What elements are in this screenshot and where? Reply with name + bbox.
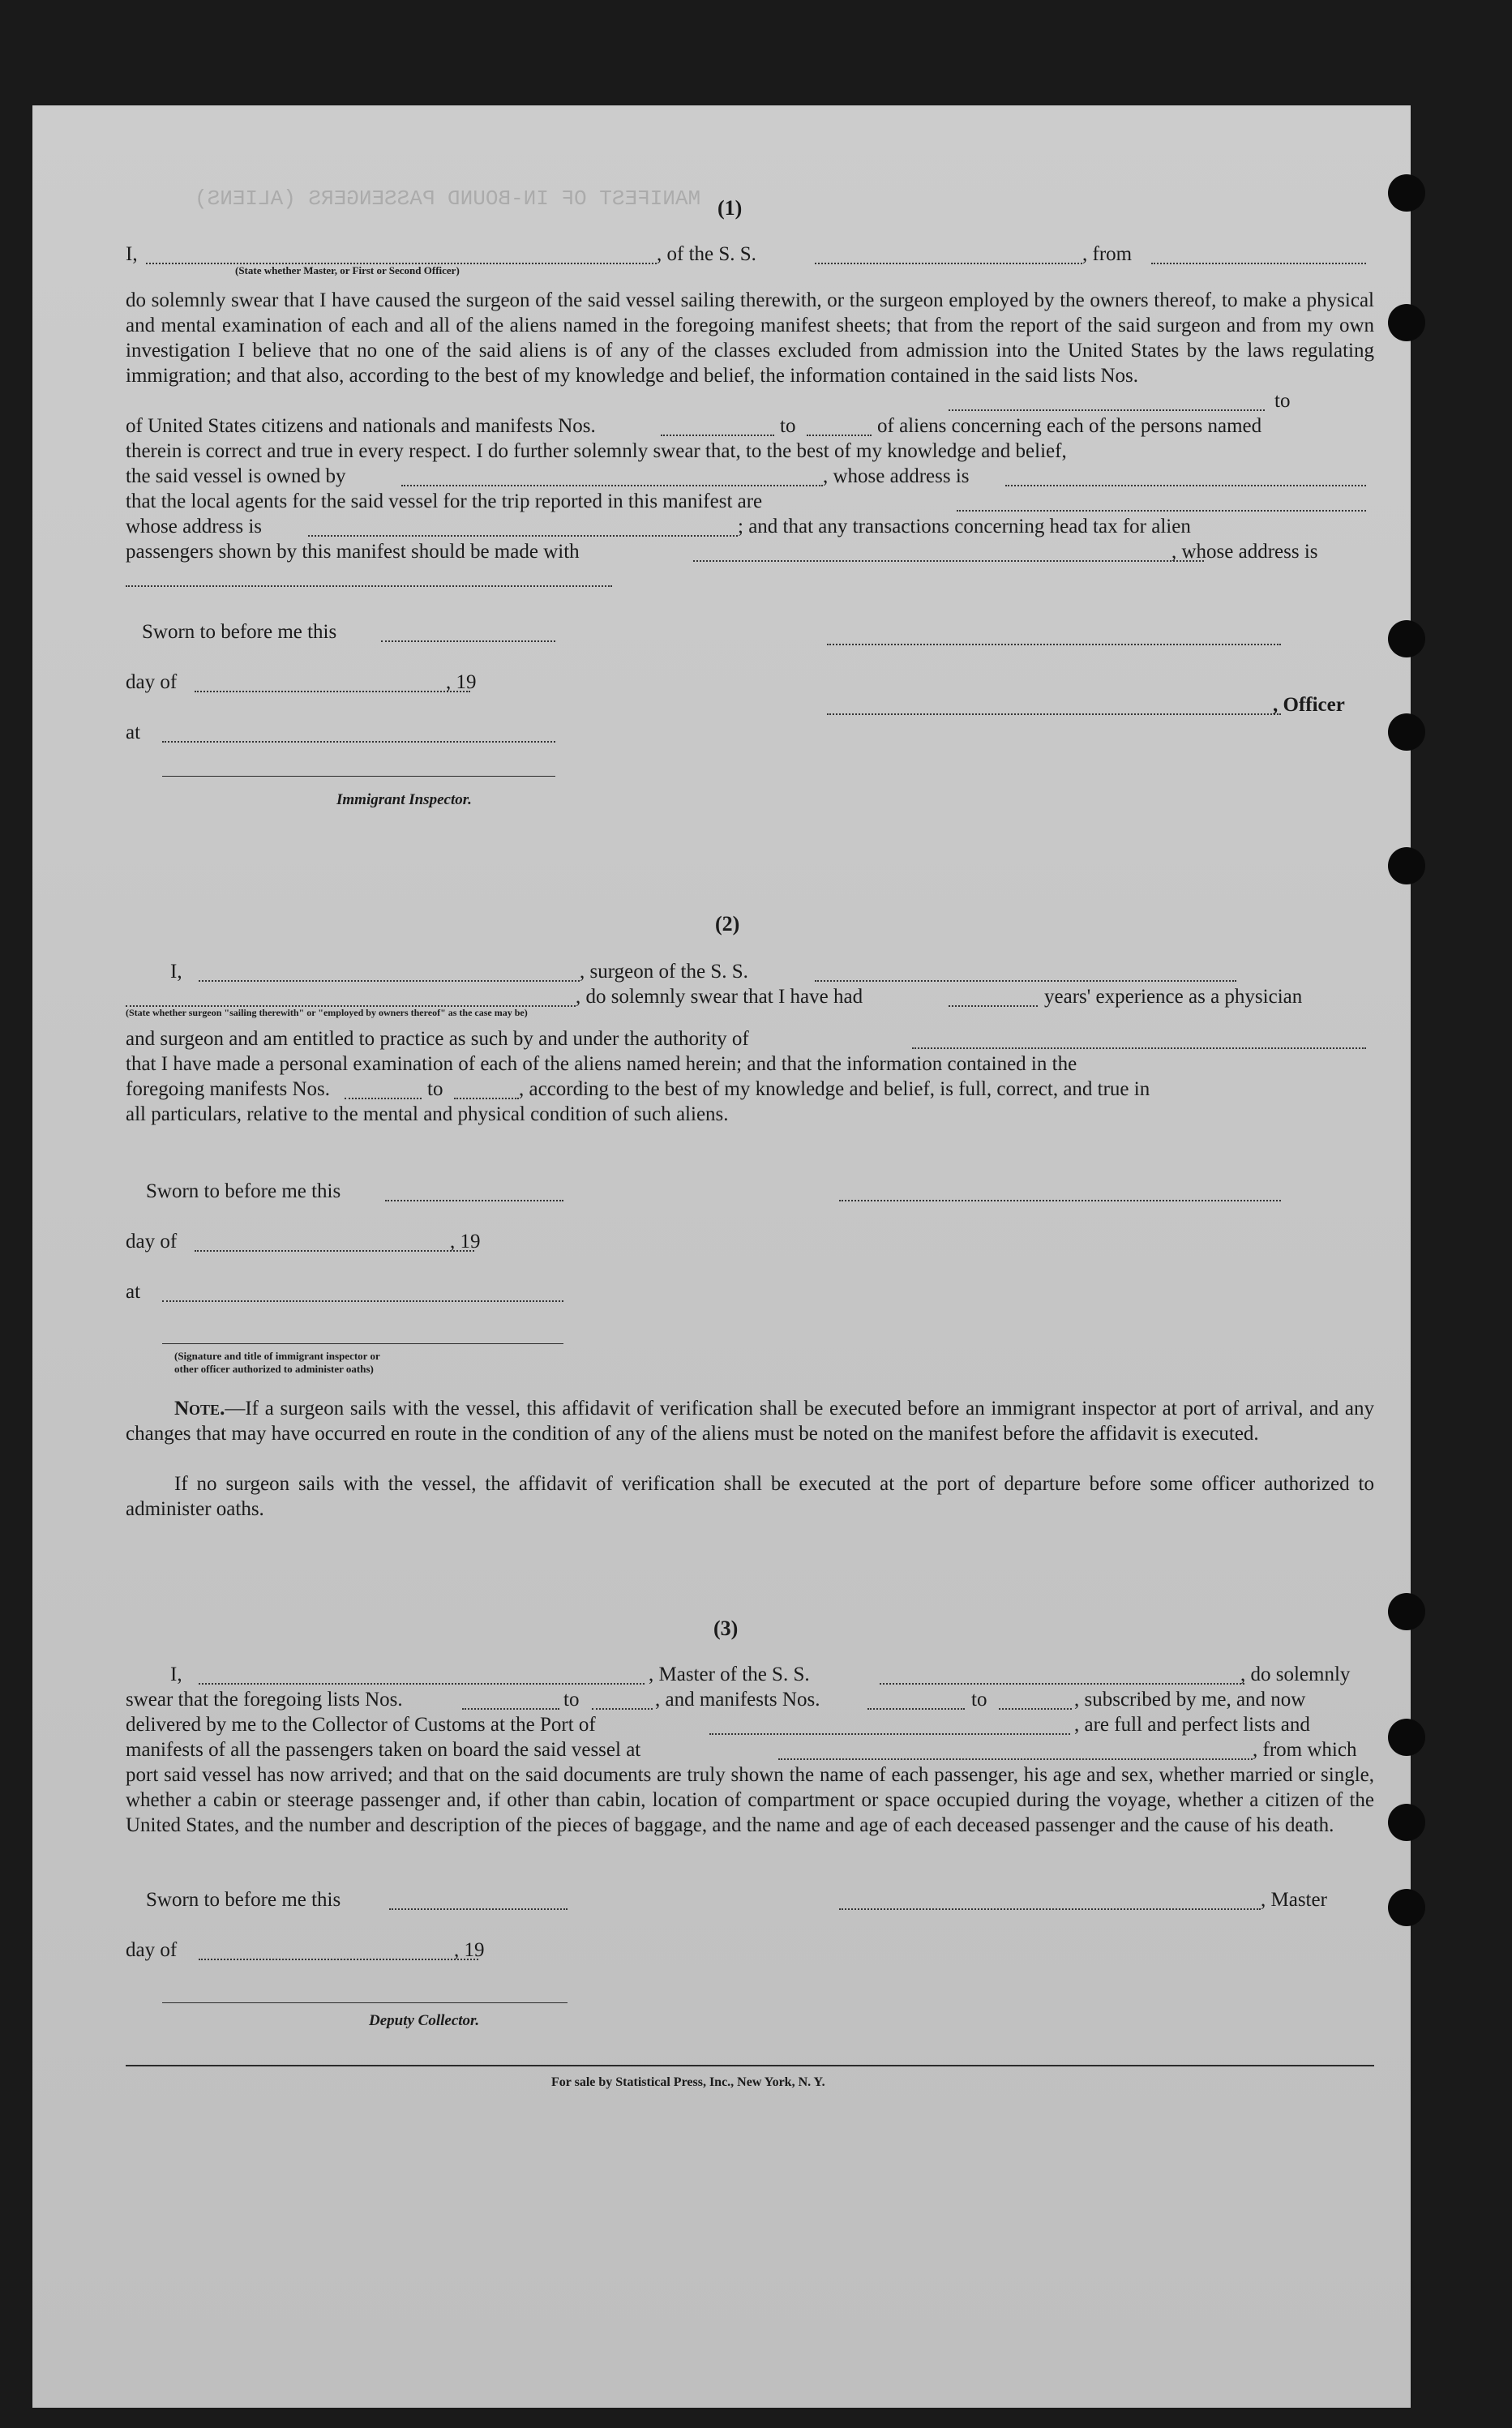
s2-surgeon-sign-blank (839, 1200, 1281, 1201)
s1-owned-by: the said vessel is owned by (126, 465, 346, 487)
s2-surgeon-of: , surgeon of the S. S. (580, 961, 748, 983)
s2-ship-blank (815, 980, 1236, 982)
s1-of-ss: , of the S. S. (657, 243, 756, 265)
s1-correct-line: therein is correct and true in every respect. I do further solemnly swear that, to the best of my knowledge and belief, (126, 440, 1067, 462)
manifest-sheet (32, 105, 1411, 2408)
s2-authority-blank (912, 1047, 1366, 1049)
s2-note (126, 1396, 1374, 1446)
s1-inspector-label: Immigrant Inspector. (336, 791, 472, 808)
s1-sworn-blank (381, 640, 555, 642)
s2-i: I, (170, 961, 182, 983)
s1-head-tax: ; and that any transactions concerning head tax for alien (738, 516, 1191, 537)
s1-to-2: to (1274, 390, 1291, 412)
s1-at-blank (162, 741, 555, 743)
s3-subscribed: , subscribed by me, and now (1074, 1689, 1306, 1711)
punch-hole (1388, 1593, 1425, 1630)
punch-hole (1388, 847, 1425, 884)
s1-officer-label: , Officer (1273, 694, 1345, 716)
s3-sworn: Sworn to before me this (146, 1889, 341, 1911)
s1-passengers: passengers shown by this manifest should be made with (126, 541, 580, 563)
s1-passengers-blank (693, 560, 1204, 562)
s2-years-blank (949, 1005, 1038, 1007)
s2-note-label: Note. (174, 1398, 225, 1420)
s2-particulars: all particulars, relative to the mental and physical condition of such aliens. (126, 1103, 729, 1125)
s1-citizens-line: of United States citizens and nationals and manifests Nos. (126, 415, 596, 437)
s2-signature-line (162, 1343, 563, 1344)
s1-day-of: day of (126, 671, 178, 693)
s1-whose-address: , whose address is (823, 465, 970, 487)
s1-address-blank (1005, 485, 1366, 486)
s3-port-blank (709, 1733, 1070, 1735)
s1-to-1: to (780, 415, 796, 437)
s1-address-2-blank (308, 535, 738, 537)
s1-officer-blank (827, 713, 1281, 715)
bleed-through-header: MANIFEST OF IN-BOUND PASSENGERS (ALIENS) (195, 186, 701, 211)
s2-entitled: and surgeon and am entitled to practice as such by and under the authority of (126, 1028, 749, 1050)
footer-rule (126, 2065, 1374, 2066)
s1-whose-address-3: , whose address is (1171, 541, 1318, 563)
s2-sworn-blank (385, 1200, 563, 1201)
s1-citizens-blank (661, 435, 774, 436)
punch-hole (1388, 1719, 1425, 1756)
punch-hole (1388, 174, 1425, 212)
s3-i: I, (170, 1664, 182, 1685)
section-3-number: (3) (713, 1617, 739, 1640)
s3-master-label: , Master (1261, 1889, 1327, 1911)
punch-hole (1388, 620, 1425, 657)
s3-collector-label: Deputy Collector. (369, 2012, 480, 2029)
s1-whose-address-2: whose address is (126, 516, 263, 537)
s2-sig-note-1: (Signature and title of immigrant inspector or (174, 1350, 380, 1362)
s1-paragraph: do solemnly swear that I have caused the surgeon of the said vessel sailing therewith, or the surgeon employed by the owners thereof, to make a physical and mental examination of each and all of the aliens named in the foregoing manifest sheets; that from the report of the said surgeon and from my own investigation I believe that no one of the said aliens is of any of the classes excluded from admission into the United States by the laws regulating immigration; and that also, according to the best of my knowledge and belief, the information contained in the said lists Nos. (126, 289, 1374, 387)
s3-nineteen: , 19 (454, 1939, 485, 1961)
s2-according: , according to the best of my knowledge and belief, is full, correct, and true in (519, 1078, 1150, 1100)
s1-aliens-line: of aliens concerning each of the persons named (877, 415, 1262, 437)
s3-to-1: to (563, 1689, 580, 1711)
s1-ship-blank (815, 263, 1082, 264)
s2-to-blank (454, 1098, 519, 1099)
footer-printer: For sale by Statistical Press, Inc., New York, N. Y. (551, 2075, 825, 2089)
s2-note-text: —If a surgeon sails with the vessel, this affidavit of verification shall be executed before an immigrant inspector at port of arrival, and any changes that may have occurred en route in the condition of any of the aliens must be noted on the manifest before the affidavit is executed. (126, 1398, 1374, 1445)
s3-full-perfect: , are full and perfect lists and (1074, 1714, 1310, 1736)
s1-from-blank (1151, 263, 1366, 264)
s2-surgeon-note: (State whether surgeon "sailing therewith" or "employed by owners thereof" as the case may be) (126, 1007, 528, 1018)
s3-manifests-of: manifests of all the passengers taken on board the said vessel at (126, 1739, 641, 1761)
s3-master-blank (839, 1908, 1261, 1910)
s1-at: at (126, 722, 141, 743)
s1-inspector-line (162, 776, 555, 777)
s1-nineteen: , 19 (446, 671, 477, 693)
s3-manifests-blank (867, 1708, 965, 1710)
s2-sworn: Sworn to before me this (146, 1180, 341, 1202)
s3-collector-line (162, 2002, 568, 2003)
s2-day-blank (195, 1250, 474, 1252)
s1-i: I, (126, 243, 138, 265)
punch-hole (1388, 1804, 1425, 1841)
s1-address-3-blank (126, 585, 612, 587)
s3-do-solemnly: , do solemnly (1240, 1664, 1351, 1685)
s3-day-blank (199, 1959, 478, 1960)
s3-paragraph: port said vessel has now arrived; and that on the said documents are truly shown the name of each passenger, his age and sex, whether married or single, whether a cabin or steerage passenger and, if other than cabin, location of compartment or space occupied during the voyage, whether a citizen of the United States, and the number and description of the pieces of baggage, and the name and age of each deceased passenger and the cause of his death. (126, 1764, 1374, 1836)
s3-delivered: delivered by me to the Collector of Customs at the Port of (126, 1714, 596, 1736)
s2-sig-note-2: other officer authorized to administer oaths) (174, 1363, 374, 1375)
s1-sworn: Sworn to before me this (142, 621, 337, 643)
s1-lists-blank (949, 409, 1265, 411)
s1-to-1-blank (807, 435, 872, 436)
s2-foregoing: foregoing manifests Nos. (126, 1078, 331, 1100)
punch-hole (1388, 713, 1425, 751)
s2-years: years' experience as a physician (1044, 986, 1303, 1008)
s1-local-agents: that the local agents for the said vessel for the trip reported in this manifest are (126, 490, 763, 512)
s3-from-which: , from which (1253, 1739, 1357, 1761)
s2-no-surgeon: If no surgeon sails with the vessel, the affidavit of verification shall be executed at the port of departure before some officer authorized to administer oaths. (126, 1473, 1374, 1520)
s3-name-blank (199, 1683, 645, 1685)
s3-taken-blank (778, 1758, 1253, 1760)
s2-at-blank (162, 1300, 563, 1302)
s3-and-manifests: , and manifests Nos. (655, 1689, 820, 1711)
punch-hole (1388, 304, 1425, 341)
s3-swear-lists: swear that the foregoing lists Nos. (126, 1689, 403, 1711)
s1-agents-blank (957, 510, 1366, 512)
s2-day-of: day of (126, 1231, 178, 1253)
s3-ship-blank (880, 1683, 1244, 1685)
s3-sworn-blank (389, 1908, 568, 1910)
s2-nineteen: , 19 (450, 1231, 481, 1253)
s2-at: at (126, 1281, 141, 1303)
s2-personal: that I have made a personal examination of each of the aliens named herein; and that the information contained in the (126, 1053, 1077, 1075)
s1-from: , from (1082, 243, 1133, 265)
s2-foregoing-blank (345, 1098, 422, 1099)
s2-name-blank (199, 980, 580, 982)
s3-to-1-blank (592, 1708, 653, 1710)
section-2-number: (2) (715, 912, 740, 936)
s3-day-of: day of (126, 1939, 178, 1961)
s1-master-note: (State whether Master, or First or Second Officer) (235, 264, 460, 276)
s1-officer-upper-blank (827, 644, 1281, 645)
s3-lists-blank (462, 1708, 559, 1710)
s1-owner-blank (401, 485, 823, 486)
s2-to: to (427, 1078, 443, 1100)
s3-to-2-blank (999, 1708, 1072, 1710)
section-1-number: (1) (717, 196, 743, 220)
s2-do-swear: , do solemnly swear that I have had (576, 986, 863, 1008)
s3-master: , Master of the S. S. (649, 1664, 810, 1685)
s1-day-blank (195, 691, 470, 692)
s3-to-2: to (971, 1689, 987, 1711)
punch-hole (1388, 1889, 1425, 1926)
